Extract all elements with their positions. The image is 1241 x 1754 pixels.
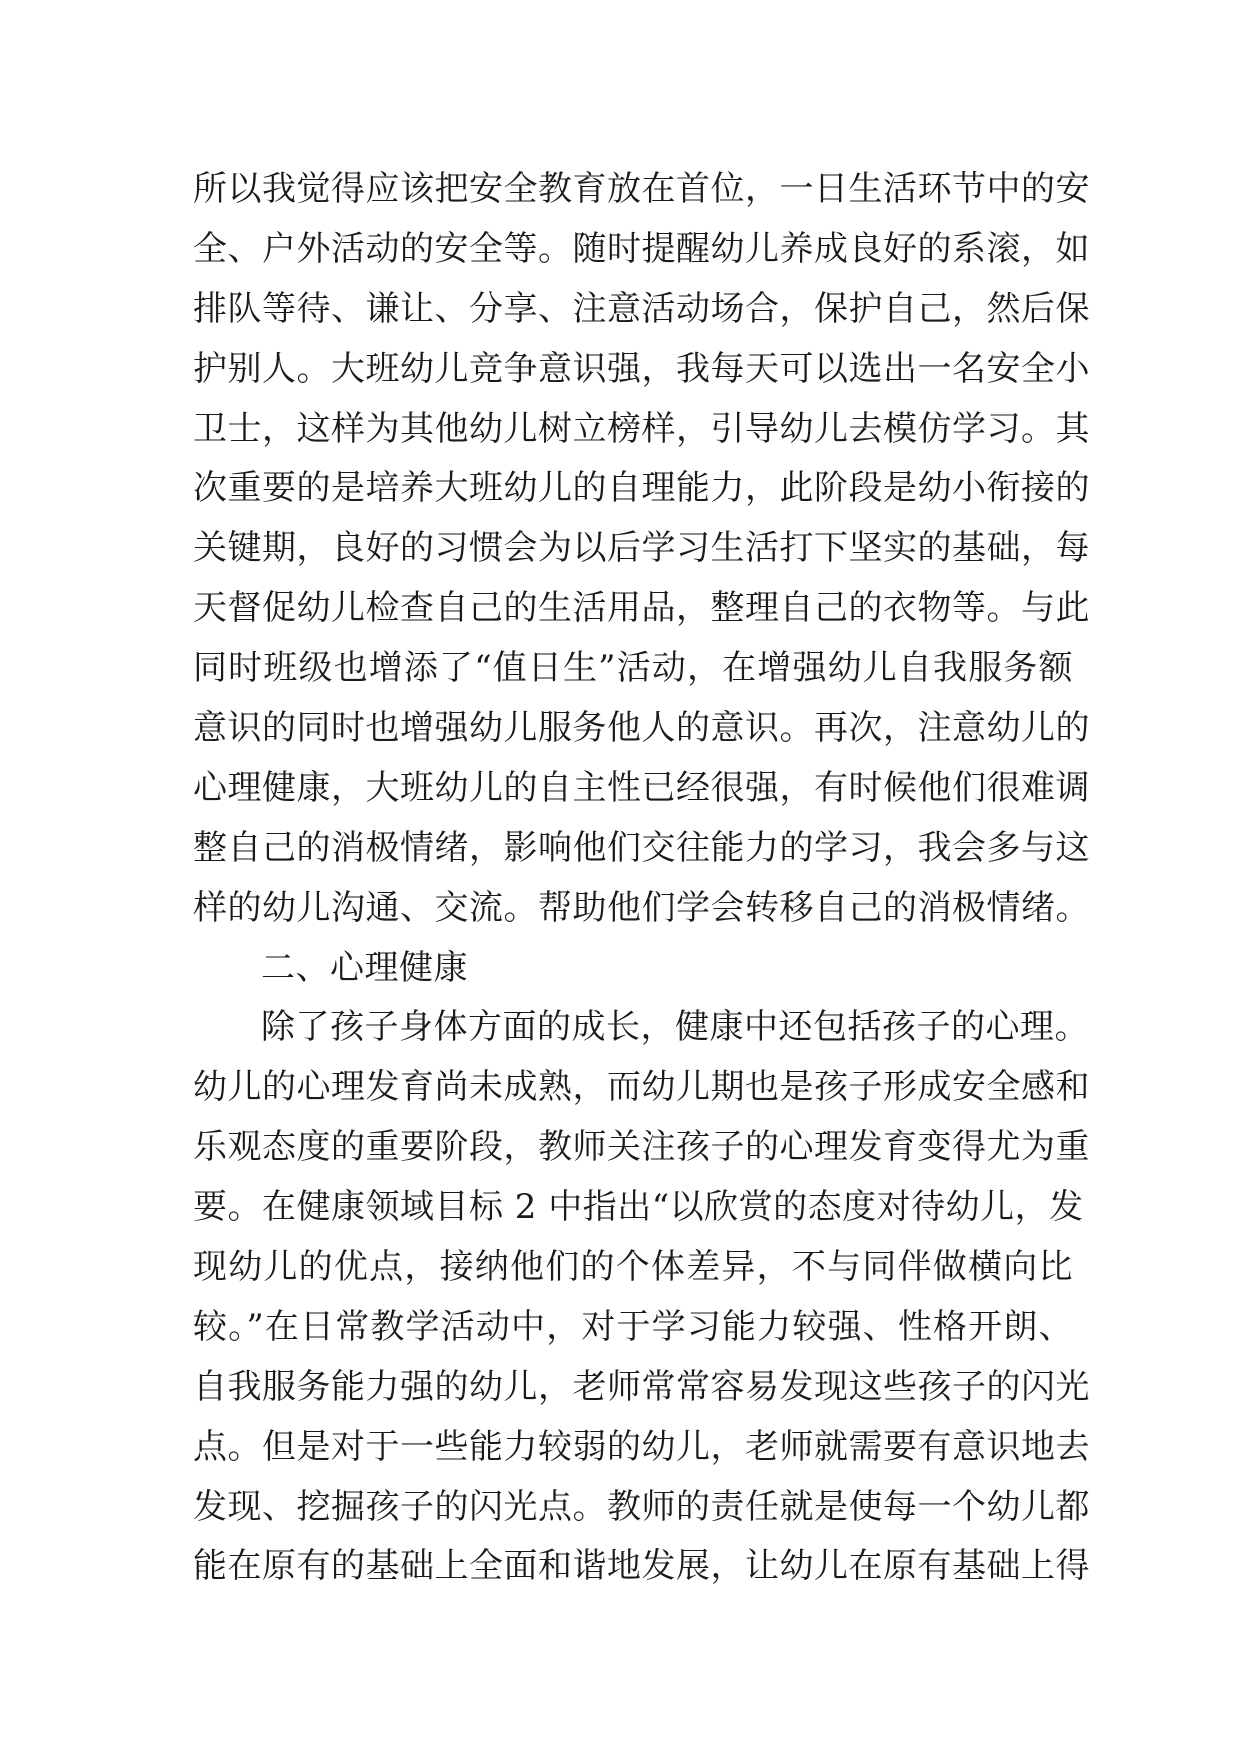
text-line: 发现、挖掘孩子的闪光点。教师的责任就是使每一个幼儿都: [193, 1486, 1090, 1527]
paragraph-first-line: 除了孩子身体方面的成长，健康中还包括孩子的心理。: [261, 1007, 1089, 1048]
text-line: 护别人。大班幼儿竞争意识强，我每天可以选出一名安全小: [193, 348, 1090, 389]
text-line: 排队等待、谦让、分享、注意活动场合，保护自己，然后保: [193, 288, 1090, 329]
text-line: 点。但是对于一些能力较弱的幼儿，老师就需要有意识地去: [193, 1426, 1090, 1467]
text-line: 意识的同时也增强幼儿服务他人的意识。再次，注意幼儿的: [193, 708, 1090, 749]
text-line: 能在原有的基础上全面和谐地发展，让幼儿在原有基础上得: [193, 1546, 1090, 1587]
text-line: 天督促幼儿检查自己的生活用品，整理自己的衣物等。与此: [193, 588, 1090, 629]
text-line: 次重要的是培养大班幼儿的自理能力，此阶段是幼小衔接的: [193, 468, 1090, 509]
body-text: [193, 160, 1090, 1597]
text-line: 样的幼儿沟通、交流。帮助他们学会转移自己的消极情绪。: [193, 887, 1090, 928]
text-line: 自我服务能力强的幼儿，老师常常容易发现这些孩子的闪光: [193, 1366, 1090, 1407]
text-line: 心理健康，大班幼儿的自主性已经很强，有时候他们很难调: [193, 767, 1090, 808]
text-line: 较。”在日常教学活动中，对于学习能力较强、性格开朗、: [193, 1306, 1073, 1347]
text-line: 关键期，良好的习惯会为以后学习生活打下坚实的基础，每: [193, 528, 1090, 569]
text-line: 要。在健康领域目标 2 中指出“以欣赏的态度对待幼儿，发: [193, 1187, 1084, 1228]
text-line: 卫士，这样为其他幼儿树立榜样，引导幼儿去模仿学习。其: [193, 408, 1090, 449]
section-heading: 二、心理健康: [261, 947, 468, 988]
text-line: 同时班级也增添了“值日生”活动，在增强幼儿自我服务额: [193, 648, 1073, 689]
text-line: 全、户外活动的安全等。随时提醒幼儿养成良好的系滚，如: [193, 228, 1090, 269]
text-line: 现幼儿的优点，接纳他们的个体差异，不与同伴做横向比: [193, 1247, 1073, 1288]
text-line: 幼儿的心理发育尚未成熟，而幼儿期也是孩子形成安全感和: [193, 1067, 1090, 1108]
text-line: 所以我觉得应该把安全教育放在首位，一日生活环节中的安: [193, 169, 1090, 209]
text-line: 整自己的消极情绪，影响他们交往能力的学习，我会多与这: [193, 827, 1090, 868]
text-line: 乐观态度的重要阶段，教师关注孩子的心理发育变得尤为重: [193, 1127, 1090, 1168]
